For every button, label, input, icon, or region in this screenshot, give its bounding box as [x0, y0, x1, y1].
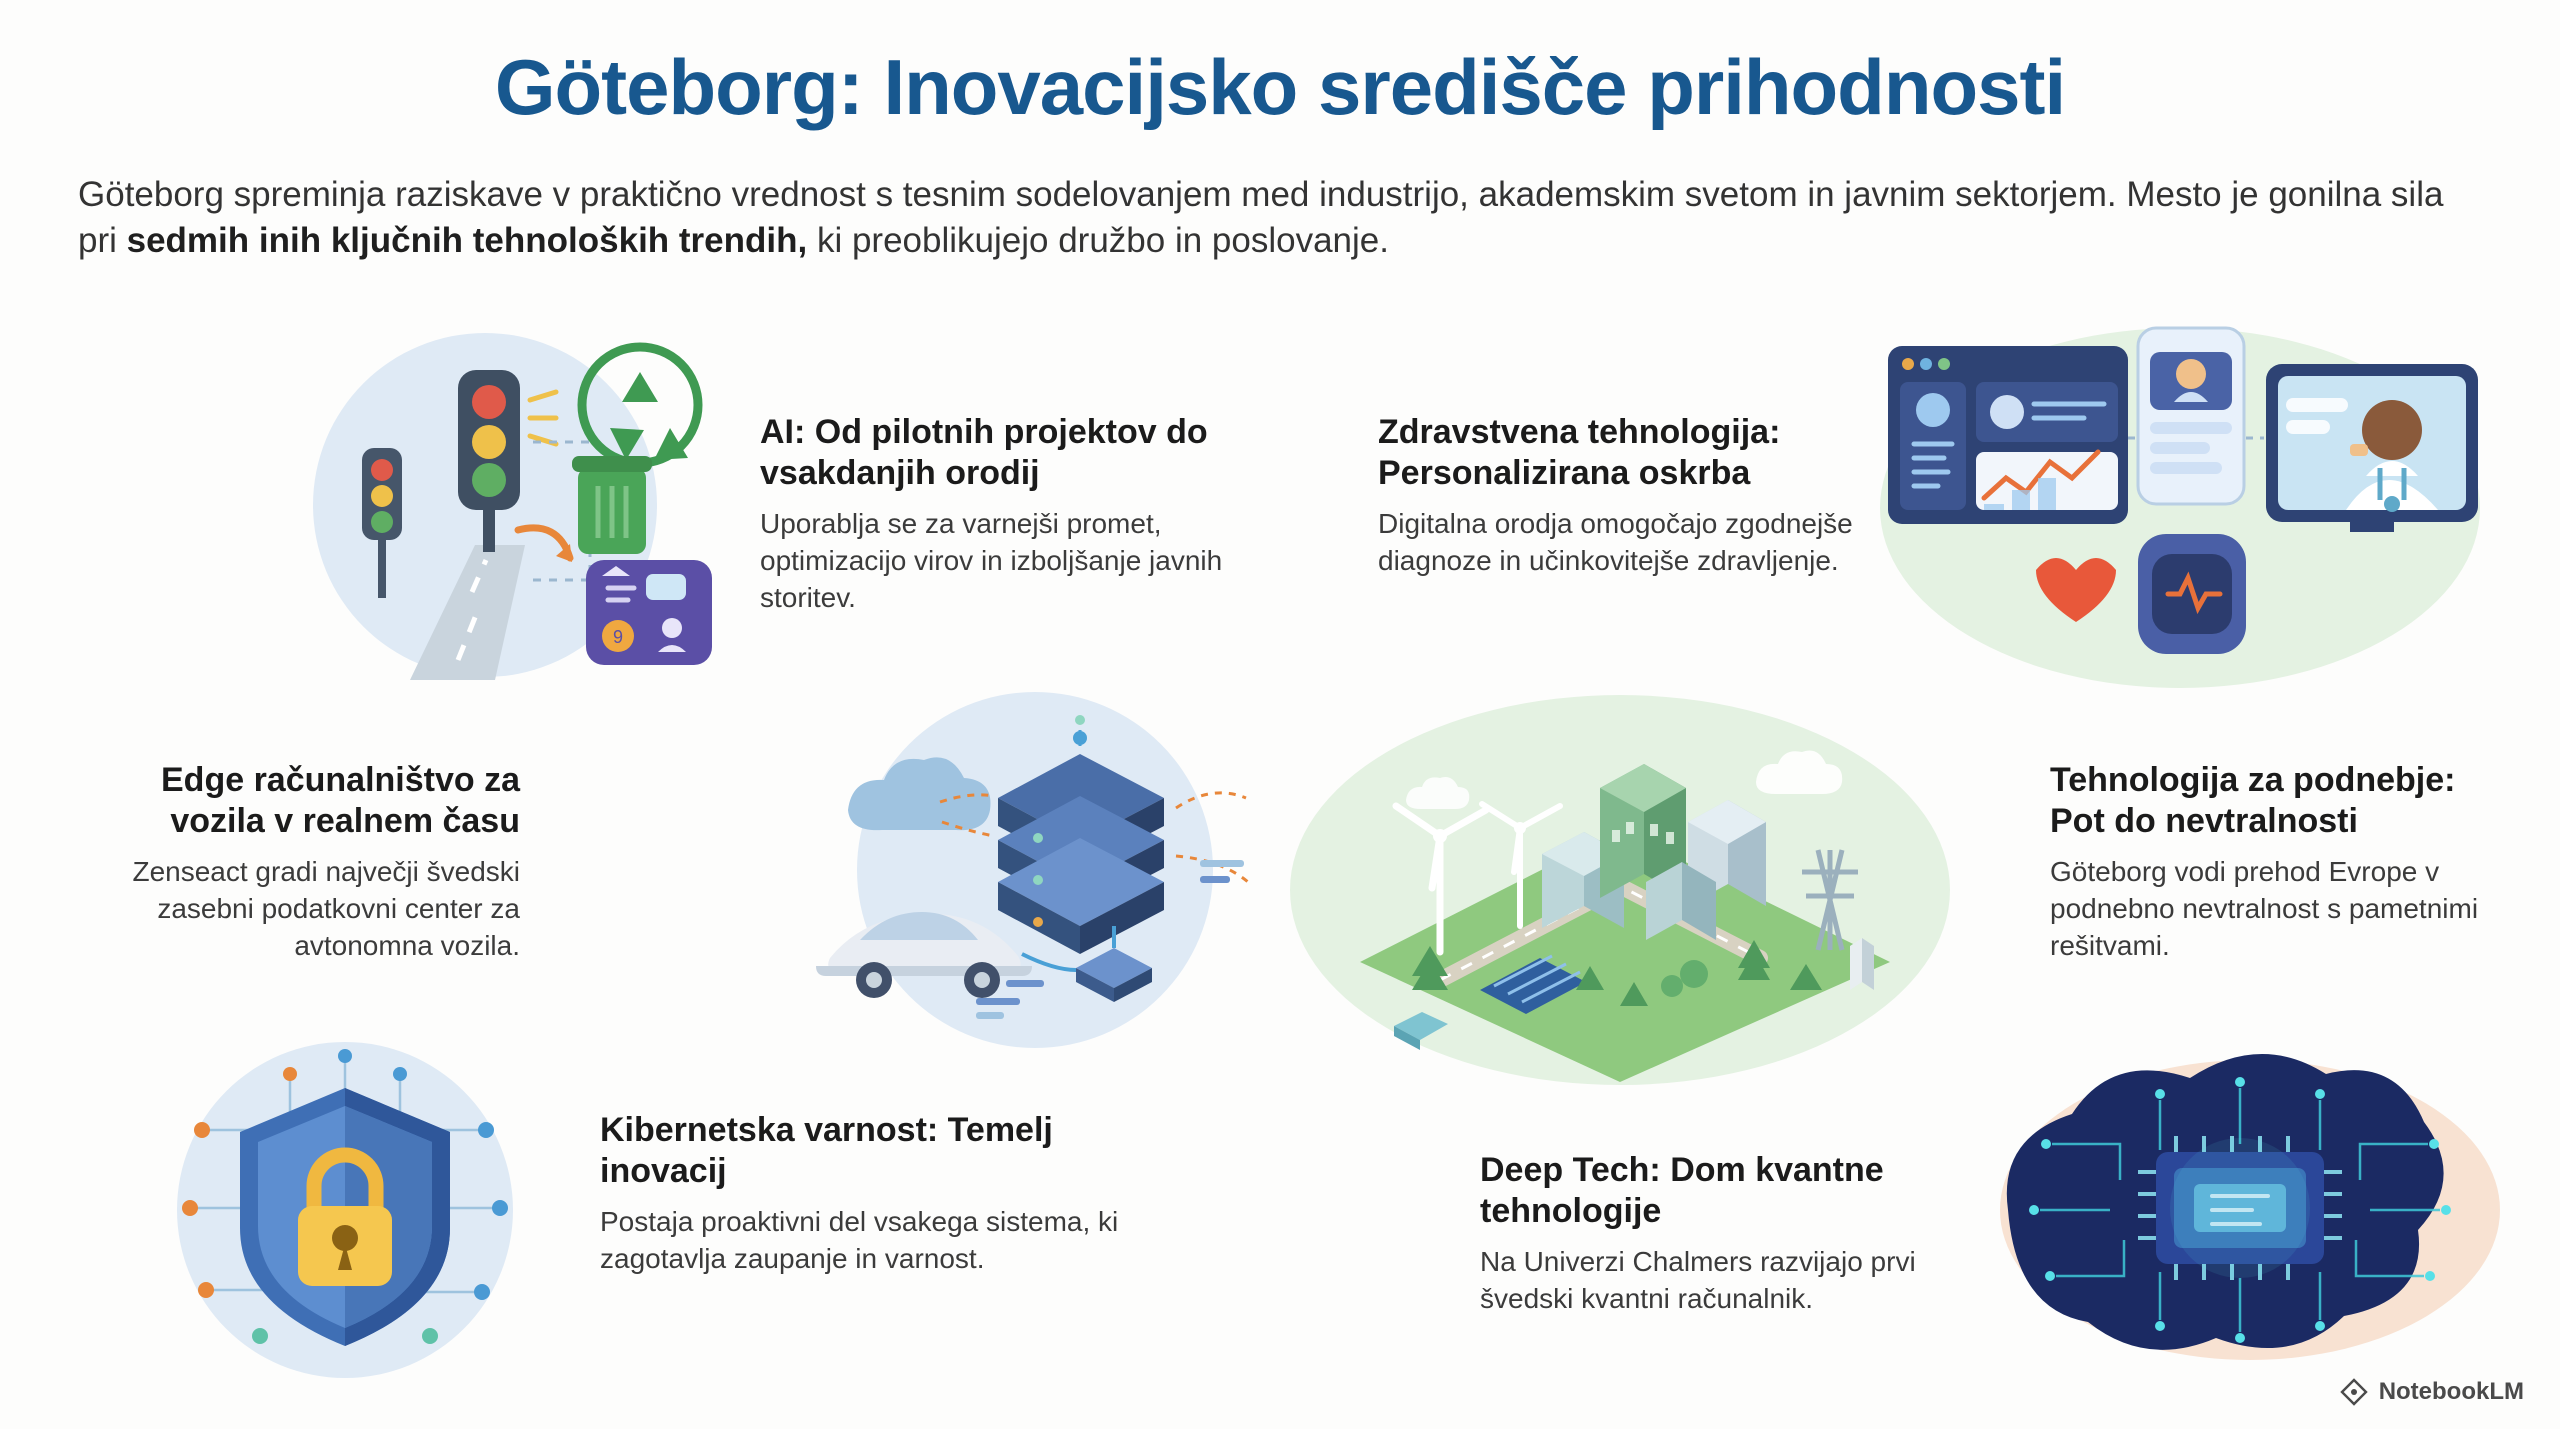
item-deeptech-text — [1480, 1150, 2000, 1317]
item-cybersecurity-body: Postaja proaktivni del vsakega sistema, ki zagotavlja zaupanje in varnost. — [600, 1205, 1119, 1275]
item-ai-text — [760, 412, 1230, 617]
notebooklm-watermark — [2339, 1377, 2524, 1407]
item-cybersecurity-text — [600, 1110, 1160, 1277]
page-title: Göteborg: Inovacijsko središče prihodnosti — [494, 43, 2066, 131]
ai-illustration — [290, 330, 720, 690]
climate-illustration — [1290, 690, 1950, 1090]
notebooklm-logo-icon — [2339, 1377, 2369, 1407]
item-healthtech-title: Zdravstvena tehnologija: Personalizirana oskrba — [1378, 413, 1781, 493]
intro-text-part2: ki preoblikujejo družbo in poslovanje. — [807, 221, 1389, 261]
watermark-label: NotebookLM — [2378, 1378, 2524, 1405]
traffic-light-recycling-illustration — [290, 330, 720, 690]
item-edge-body: Zenseact gradi največji švedski zasebni podatkovni center za avtonomna vozila. — [132, 855, 520, 962]
item-edge-title: Edge računalništvo za vozila v realnem času — [161, 761, 520, 841]
item-deeptech-title: Deep Tech: Dom kvantne tehnologije — [1480, 1151, 1884, 1231]
intro-text-part1: Göteborg spreminja raziskave v praktično vrednost s tesnim sodelovanjem med industrijo, akademskim svetom in javnim sektorjem. Mesto je gonilna sila pri — [78, 175, 2444, 261]
item-edge-text — [60, 760, 520, 965]
cybersecurity-illustration — [150, 1040, 540, 1380]
item-ai-title: AI: Od pilotnih projektov do vsakdanjih orodij — [760, 413, 1208, 493]
svg-text:9: 9 — [612, 627, 624, 647]
item-climate-text — [2050, 760, 2500, 965]
green-city-windturbines-illustration — [1290, 690, 1950, 1090]
item-healthtech-body: Digitalna orodja omogočajo zgodnejše diagnoze in učinkovitejše zdravljenje. — [1378, 507, 1853, 577]
deeptech-illustration — [1960, 1040, 2520, 1370]
healthtech-illustration — [1880, 318, 2480, 698]
item-climate-body: Göteborg vodi prehod Evrope v podnebno nevtralnost s pametnimi rešitvami. — [2050, 855, 2479, 962]
edge-illustration — [790, 690, 1280, 1050]
quantum-chip-illustration — [1960, 1040, 2520, 1370]
item-deeptech-body: Na Univerzi Chalmers razvijajo prvi švedski kvantni računalnik. — [1480, 1245, 1916, 1315]
intro-text-highlight: sedmih inih ključnih tehnoloških trendih, — [126, 221, 808, 261]
item-ai-body: Uporablja se za varnejši promet, optimizacijo virov in izboljšanje javnih storitev. — [760, 507, 1223, 614]
car-cloud-datacenter-illustration — [790, 690, 1280, 1050]
page-intro — [78, 172, 2482, 264]
item-healthtech-text — [1378, 412, 1868, 579]
telemedicine-dashboard-illustration — [1880, 318, 2480, 698]
item-cybersecurity-title: Kibernetska varnost: Temelj inovacij — [600, 1111, 1053, 1191]
shield-padlock-network-illustration — [150, 1040, 540, 1380]
item-climate-title: Tehnologija za podnebje: Pot do nevtralnosti — [2050, 761, 2456, 841]
